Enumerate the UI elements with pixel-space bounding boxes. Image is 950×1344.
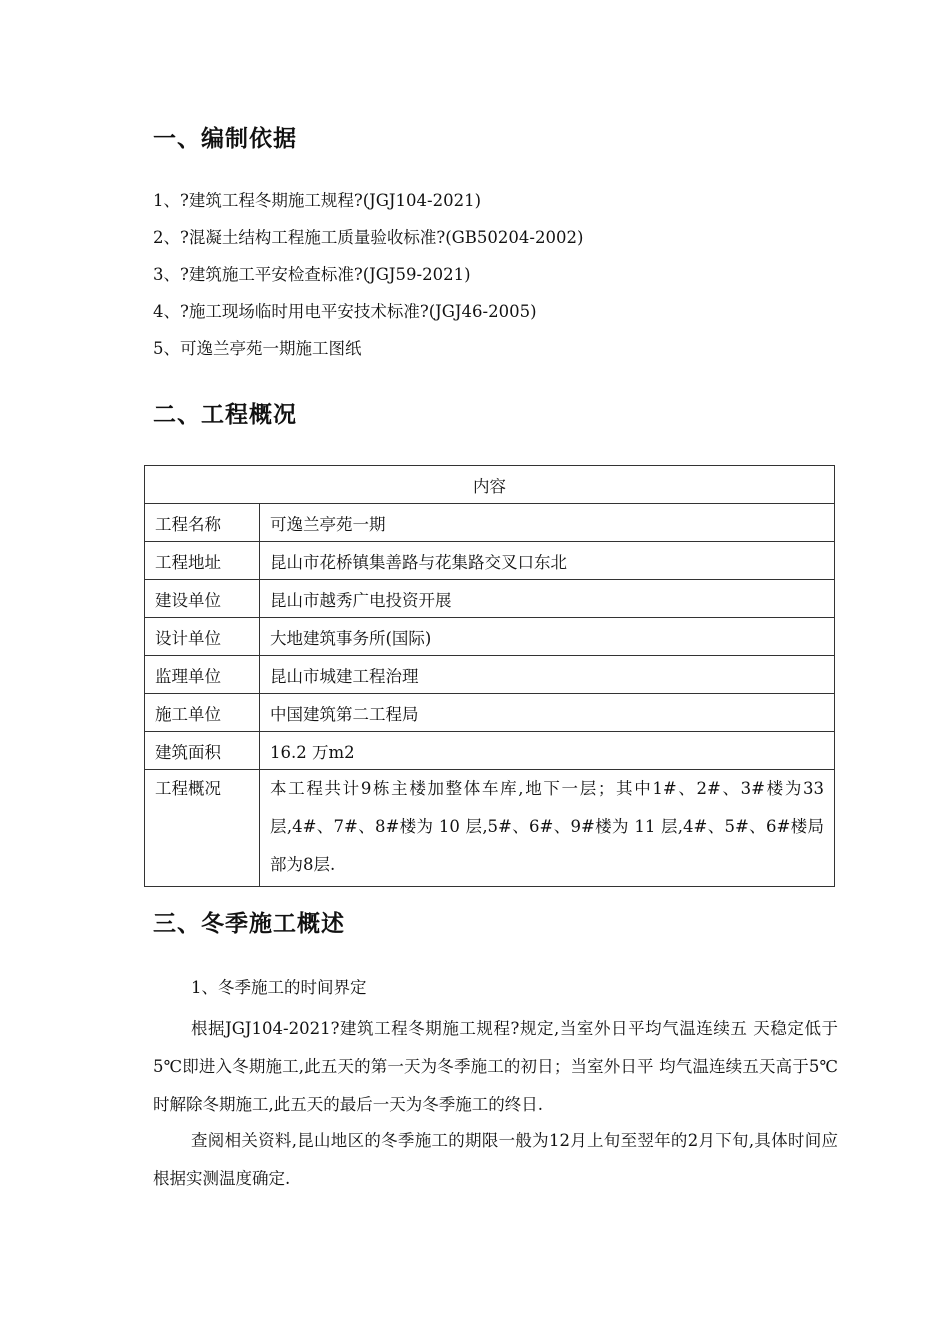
row-label: 施工单位 xyxy=(145,694,260,732)
row-label: 工程名称 xyxy=(145,504,260,542)
table-row xyxy=(145,732,835,770)
paragraph: 查阅相关资料,昆山地区的冬季施工的期限一般为12月上旬至翌年的2月下旬,具体时间应根据实测温度确定. xyxy=(153,1131,838,1188)
row-label: 建设单位 xyxy=(145,580,260,618)
list-item: 5、可逸兰亭苑一期施工图纸 xyxy=(153,339,362,358)
list-item: 2、?混凝土结构工程施工质量验收标准?(GB50204-2002) xyxy=(153,228,584,247)
section-heading-overview: 二、工程概况 xyxy=(153,402,297,428)
paragraph: 根据JGJ104-2021?建筑工程冬期施工规程?规定,当室外日平均气温连续五 天稳定低于5℃即进入冬期施工,此五天的第一天为冬季施工的初日；当室外日平 均气温连续五天高于5℃时解除冬期施工,此五天的最后一天为冬季施工的终日. xyxy=(153,1019,838,1114)
row-label: 设计单位 xyxy=(145,618,260,656)
row-value: 中国建筑第二工程局 xyxy=(260,694,835,732)
table-row xyxy=(145,542,835,580)
row-label: 监理单位 xyxy=(145,656,260,694)
table-header-row xyxy=(145,466,835,504)
row-label: 工程概况 xyxy=(145,770,260,887)
row-value: 昆山市花桥镇集善路与花集路交叉口东北 xyxy=(260,542,835,580)
row-value: 昆山市城建工程治理 xyxy=(260,656,835,694)
row-value: 16.2 万m2 xyxy=(260,732,835,770)
row-label: 工程地址 xyxy=(145,542,260,580)
basis-list xyxy=(153,186,583,371)
list-item: 4、?施工现场临时用电平安技术标准?(JGJ46-2005) xyxy=(153,302,537,321)
list-item: 1、?建筑工程冬期施工规程?(JGJ104-2021) xyxy=(153,191,482,210)
subsection-heading: 1、冬季施工的时间界定 xyxy=(191,978,367,997)
table-row xyxy=(145,694,835,732)
table-row xyxy=(145,618,835,656)
table-row xyxy=(145,580,835,618)
row-value: 昆山市越秀广电投资开展 xyxy=(260,580,835,618)
list-item: 3、?建筑施工平安检查标准?(JGJ59-2021) xyxy=(153,265,471,284)
section-heading-winter: 三、冬季施工概述 xyxy=(153,911,345,937)
table-row xyxy=(145,656,835,694)
row-value: 本工程共计9栋主楼加整体车库,地下一层；其中1#、2#、3#楼为33 层,4#、7#、8#楼为 10 层,5#、6#、9#楼为 11 层,4#、5#、6#楼局部为8层. xyxy=(260,770,835,887)
row-value: 大地建筑事务所(国际) xyxy=(260,618,835,656)
row-value: 可逸兰亭苑一期 xyxy=(260,504,835,542)
section-heading-basis: 一、编制依据 xyxy=(153,126,297,152)
table-header-cell: 内容 xyxy=(145,466,835,504)
table-row xyxy=(145,504,835,542)
project-info-table xyxy=(144,465,835,887)
table-row xyxy=(145,770,835,887)
row-label: 建筑面积 xyxy=(145,732,260,770)
